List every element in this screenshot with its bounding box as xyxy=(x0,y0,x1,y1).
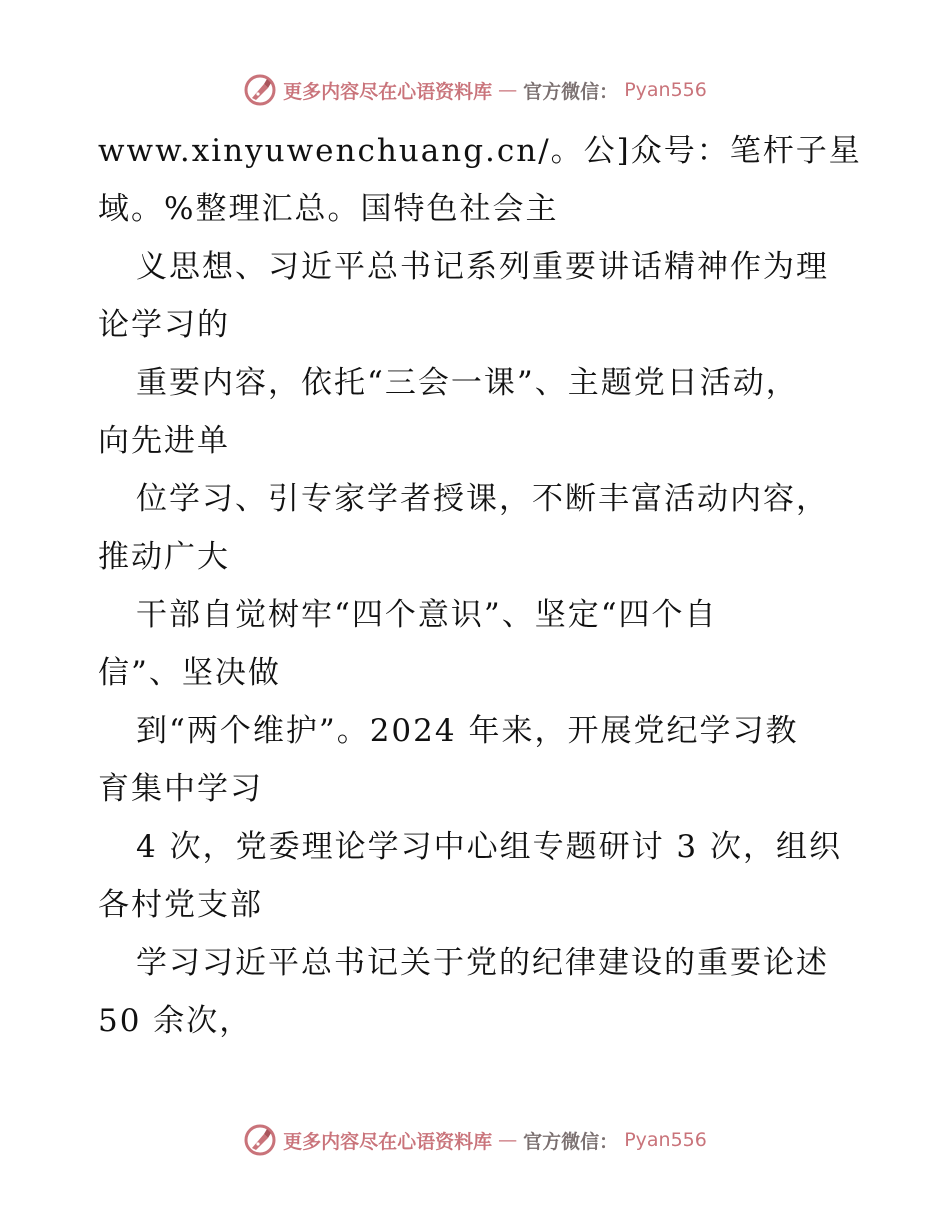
pen-nib-logo-icon xyxy=(243,73,277,107)
body-line-1: www.xinyuwenchuang.cn/。公]众号：笔杆子星 xyxy=(98,133,862,169)
body-line-4: 论学习的 xyxy=(98,307,230,343)
body-line-5: 重要内容，依托“三会一课”、主题党日活动， xyxy=(136,365,799,401)
body-line-8: 推动广大 xyxy=(98,539,230,575)
banner-brand-text: 更多内容尽在心语资料库 xyxy=(283,1130,493,1153)
body-line-3: 义思想、习近平总书记系列重要讲话精神作为理 xyxy=(136,249,829,285)
banner-official-label: 官方微信： xyxy=(523,1130,619,1153)
body-line-12: 育集中学习 xyxy=(98,771,263,807)
body-line-9: 干部自觉树牢“四个意识”、坚定“四个自 xyxy=(136,597,718,633)
banner-separator: — xyxy=(498,79,518,101)
banner-official-label: 官方微信： xyxy=(523,80,619,103)
body-line-10: 信”、坚决做 xyxy=(98,655,281,691)
body-line-16: 50 余次， xyxy=(98,1003,253,1039)
pen-nib-logo-icon xyxy=(243,1123,277,1157)
body-line-6: 向先进单 xyxy=(98,423,230,459)
body-line-7: 位学习、引专家学者授课，不断丰富活动内容， xyxy=(136,481,829,517)
banner-wechat-handle: Pyan556 xyxy=(624,1129,707,1151)
footer-watermark-banner xyxy=(0,1120,950,1160)
document-body xyxy=(98,122,888,1050)
banner-separator: — xyxy=(498,1129,518,1151)
body-line-15: 学习习近平总书记关于党的纪律建设的重要论述 xyxy=(136,945,829,981)
header-watermark-banner xyxy=(0,70,950,110)
body-line-14: 各村党支部 xyxy=(98,887,263,923)
banner-brand-text: 更多内容尽在心语资料库 xyxy=(283,80,493,103)
body-line-11: 到“两个维护”。2024 年来，开展党纪学习教 xyxy=(136,713,799,749)
body-line-2: 域。%整理汇总。国特色社会主 xyxy=(98,191,559,227)
banner-wechat-handle: Pyan556 xyxy=(624,79,707,101)
body-line-13: 4 次，党委理论学习中心组专题研讨 3 次，组织 xyxy=(136,829,843,865)
